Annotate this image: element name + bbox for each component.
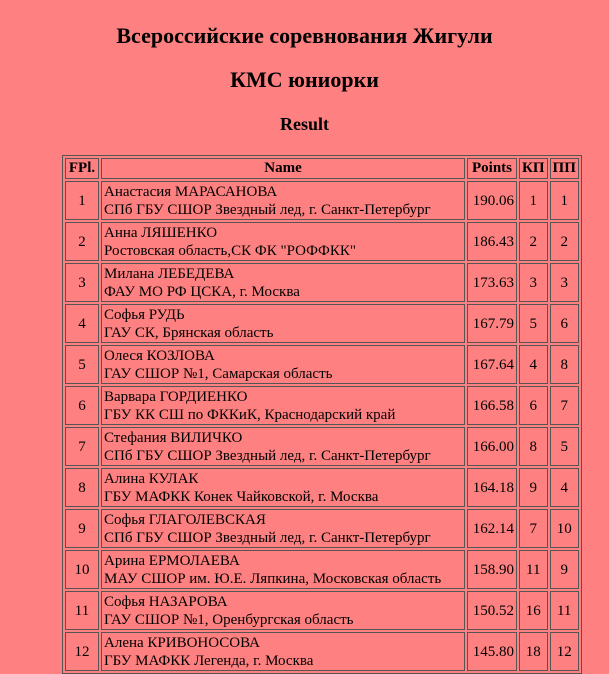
- athlete-club: СПб ГБУ СШОР Звездный лед, г. Санкт-Петербург: [104, 447, 431, 464]
- points-cell: 145.80: [467, 632, 517, 671]
- name-cell: [101, 222, 465, 261]
- name-cell: [101, 591, 465, 630]
- pp-cell: 12: [550, 632, 579, 671]
- athlete-club: СПб ГБУ СШОР Звездный лед, г. Санкт-Петербург: [104, 529, 431, 546]
- kp-cell: 5: [519, 304, 548, 343]
- athlete-club: ГБУ МАФКК Легенда, г. Москва: [104, 652, 314, 669]
- athlete-club: ГБУ МАФКК Конек Чайковской, г. Москва: [104, 488, 379, 505]
- points-cell: 167.64: [467, 345, 517, 384]
- header-row: [65, 158, 579, 179]
- pp-cell: 9: [550, 550, 579, 589]
- points-cell: 164.18: [467, 468, 517, 507]
- name-cell: [101, 304, 465, 343]
- category-title: КМС юниорки: [230, 67, 379, 92]
- name-cell: [101, 632, 465, 671]
- place-cell: 1: [65, 181, 99, 220]
- athlete-club: ГБУ КК СШ по ФККиК, Краснодарский край: [104, 406, 396, 423]
- table-row: [65, 304, 579, 343]
- table-row: [65, 591, 579, 630]
- athlete-club: ГАУ СШОР №1, Самарская область: [104, 365, 333, 382]
- place-cell: 4: [65, 304, 99, 343]
- page-title: Всероссийские соревнования Жигули: [116, 23, 493, 48]
- athlete-club: СПб ГБУ СШОР Звездный лед, г. Санкт-Петербург: [104, 201, 431, 218]
- pp-cell: 3: [550, 263, 579, 302]
- points-cell: 162.14: [467, 509, 517, 548]
- name-cell: [101, 550, 465, 589]
- kp-cell: 1: [519, 181, 548, 220]
- col-header-place: FPl.: [65, 158, 99, 179]
- points-cell: 166.58: [467, 386, 517, 425]
- place-cell: 8: [65, 468, 99, 507]
- table-row: [65, 345, 579, 384]
- kp-cell: 11: [519, 550, 548, 589]
- athlete-name[interactable]: Арина ЕРМОЛАЕВА: [104, 552, 240, 569]
- place-cell: 7: [65, 427, 99, 466]
- pp-cell: 7: [550, 386, 579, 425]
- table-row: [65, 427, 579, 466]
- table-row: [65, 222, 579, 261]
- points-cell: 190.06: [467, 181, 517, 220]
- results-body: [65, 181, 579, 671]
- kp-cell: 7: [519, 509, 548, 548]
- table-row: [65, 509, 579, 548]
- kp-cell: 4: [519, 345, 548, 384]
- points-cell: 158.90: [467, 550, 517, 589]
- pp-cell: 4: [550, 468, 579, 507]
- athlete-club: ГАУ СК, Брянская область: [104, 324, 274, 341]
- points-cell: 166.00: [467, 427, 517, 466]
- place-cell: 5: [65, 345, 99, 384]
- points-cell: 150.52: [467, 591, 517, 630]
- place-cell: 9: [65, 509, 99, 548]
- table-row: [65, 263, 579, 302]
- table-row: [65, 468, 579, 507]
- athlete-club: ФАУ МО РФ ЦСКА, г. Москва: [104, 283, 300, 300]
- place-cell: 2: [65, 222, 99, 261]
- name-cell: [101, 468, 465, 507]
- kp-cell: 18: [519, 632, 548, 671]
- name-cell: [101, 181, 465, 220]
- kp-cell: 2: [519, 222, 548, 261]
- name-cell: [101, 427, 465, 466]
- kp-cell: 9: [519, 468, 548, 507]
- athlete-name[interactable]: Олеся КОЗЛОВА: [104, 347, 215, 364]
- athlete-name[interactable]: Софья РУДЬ: [104, 306, 185, 323]
- name-cell: [101, 386, 465, 425]
- athlete-name[interactable]: Стефания ВИЛИЧКО: [104, 429, 243, 446]
- athlete-name[interactable]: Анна ЛЯШЕНКО: [104, 224, 218, 241]
- athlete-club: МАУ СШОР им. Ю.Е. Ляпкина, Московская область: [104, 570, 442, 587]
- pp-cell: 6: [550, 304, 579, 343]
- place-cell: 10: [65, 550, 99, 589]
- athlete-name[interactable]: Алена КРИВОНОСОВА: [104, 634, 261, 651]
- kp-cell: 3: [519, 263, 548, 302]
- pp-cell: 1: [550, 181, 579, 220]
- athlete-name[interactable]: Варвара ГОРДИЕНКО: [104, 388, 248, 405]
- col-header-kp: КП: [519, 158, 548, 179]
- athlete-name[interactable]: Софья ГЛАГОЛЕВСКАЯ: [104, 511, 266, 528]
- athlete-club: Ростовская область,СК ФК "РОФФКК": [104, 242, 356, 259]
- name-cell: [101, 263, 465, 302]
- results-table: [62, 155, 582, 674]
- col-header-points: Points: [467, 158, 517, 179]
- name-cell: [101, 345, 465, 384]
- points-cell: 167.79: [467, 304, 517, 343]
- place-cell: 3: [65, 263, 99, 302]
- pp-cell: 2: [550, 222, 579, 261]
- points-cell: 173.63: [467, 263, 517, 302]
- kp-cell: 16: [519, 591, 548, 630]
- table-row: [65, 181, 579, 220]
- pp-cell: 10: [550, 509, 579, 548]
- table-row: [65, 550, 579, 589]
- col-header-pp: ПП: [550, 158, 579, 179]
- athlete-name[interactable]: Анастасия МАРАСАНОВА: [104, 183, 278, 200]
- place-cell: 6: [65, 386, 99, 425]
- name-cell: [101, 509, 465, 548]
- athlete-name[interactable]: Софья НАЗАРОВА: [104, 593, 228, 610]
- place-cell: 11: [65, 591, 99, 630]
- section-heading: Result: [280, 114, 329, 134]
- kp-cell: 6: [519, 386, 548, 425]
- pp-cell: 5: [550, 427, 579, 466]
- athlete-name[interactable]: Алина КУЛАК: [104, 470, 199, 487]
- place-cell: 12: [65, 632, 99, 671]
- table-row: [65, 632, 579, 671]
- points-cell: 186.43: [467, 222, 517, 261]
- athlete-club: ГАУ СШОР №1, Оренбургская область: [104, 611, 354, 628]
- table-row: [65, 386, 579, 425]
- kp-cell: 8: [519, 427, 548, 466]
- athlete-name[interactable]: Милана ЛЕБЕДЕВА: [104, 265, 235, 282]
- pp-cell: 8: [550, 345, 579, 384]
- col-header-name: Name: [101, 158, 465, 179]
- pp-cell: 11: [550, 591, 579, 630]
